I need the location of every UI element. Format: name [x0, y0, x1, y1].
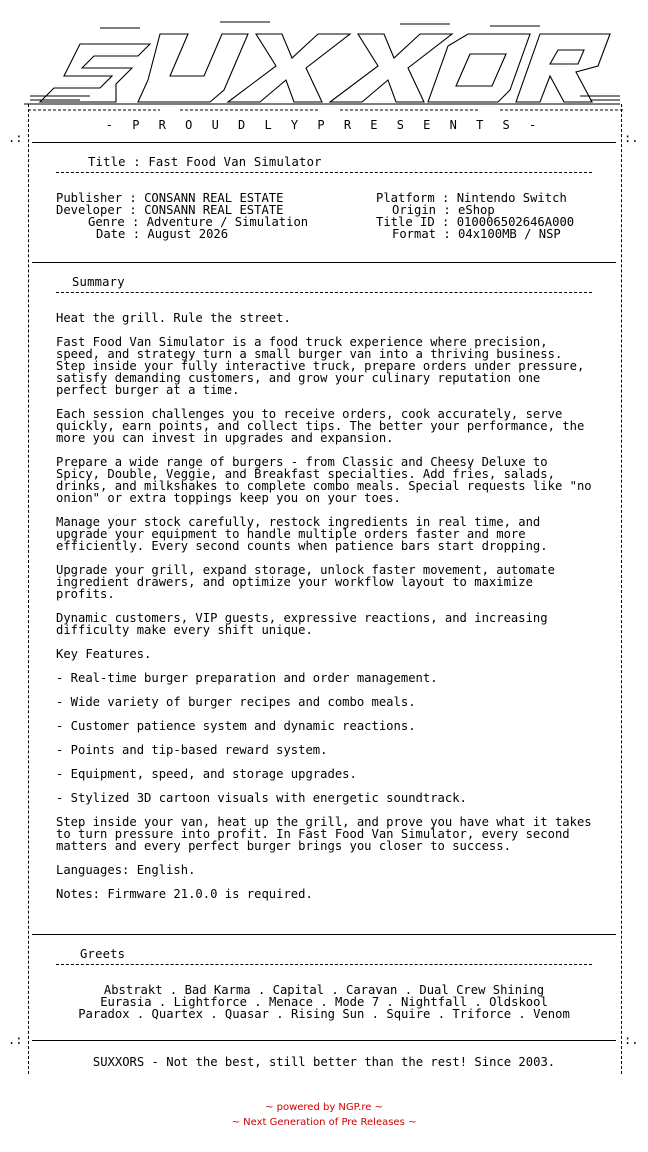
summary-body [56, 312, 596, 912]
notes: Notes: Firmware 21.0.0 is required. [56, 887, 313, 901]
credit-line: ~ Next Generation of Pre Releases ~ [231, 1117, 417, 1128]
languages: Languages: English. [56, 863, 196, 877]
greets-line: Abstrakt . Bad Karma . Capital . Caravan . Dual Crew Shining [103, 983, 545, 997]
greets-line: Eurasia . Lightforce . Menace . Mode 7 . Nightfall . Oldskool [100, 995, 548, 1009]
title-underline [56, 172, 592, 173]
greets-heading: Greets [80, 947, 126, 961]
summary-paragraph: Heat the grill. Rule the street. [56, 311, 291, 325]
info-origin: Origin : eShop [392, 203, 495, 217]
feature-item: - Customer patience system and dynamic reactions. [56, 719, 416, 733]
frame-corner-left: .: [8, 131, 23, 145]
summary-paragraph: Prepare a wide range of burgers - from Classic and Cheesy Deluxe to Spicy, Double, Veggie, and Breakfast specialties. Add fries, salads, drinks, and milkshakes to complete combo meals. Special requests like "no onion" or extra toppings keep you on your toes. [56, 455, 592, 505]
group-logo [20, 14, 628, 114]
proudly-presents: - P R O U D L Y P R E S E N T S - [105, 118, 543, 132]
summary-paragraph: Step inside your van, heat up the grill, and prove you have what it takes to turn pressure into profit. In Fast Food Van Simulator, every second matters and every perfect burger brings you closer to success. [56, 815, 592, 853]
info-genre: Genre : Adventure / Simulation [88, 215, 309, 229]
feature-item: - Points and tip-based reward system. [56, 743, 328, 757]
feature-item: - Real-time burger preparation and order management. [56, 671, 438, 685]
divider [32, 262, 616, 263]
summary-paragraph: Each session challenges you to receive orders, cook accurately, serve quickly, earn points, and collect tips. The better your performance, the more you can invest in upgrades and expansion. [56, 407, 585, 445]
summary-paragraph: Dynamic customers, VIP guests, expressive reactions, and increasing difficulty make every shift unique. [56, 611, 548, 637]
info-platform: Platform : Nintendo Switch [376, 191, 567, 205]
summary-paragraph: Fast Food Van Simulator is a food truck experience where precision, speed, and strategy turn a small burger van into a thriving business. Step inside your fully interactive truck, prepare orders under pressure, satisfy demanding customers, and grow your culinary reputation one perfect burger at a time. [56, 335, 585, 397]
greets-underline [56, 964, 592, 965]
greets-list [40, 984, 608, 1020]
feature-item: - Stylized 3D cartoon visuals with energetic soundtrack. [56, 791, 467, 805]
title-label: Title : Fast Food Van Simulator [88, 155, 322, 169]
info-titleid: Title ID : 010006502646A000 [376, 215, 575, 229]
summary-heading: Summary [72, 275, 125, 289]
game-title: Fast Food Van Simulator [148, 155, 322, 169]
greets-line: Paradox . Quartex . Quasar . Rising Sun . Squire . Triforce . Venom [78, 1007, 570, 1021]
info-publisher: Publisher : CONSANN REAL ESTATE [56, 191, 284, 205]
divider [32, 934, 616, 935]
summary-paragraph: Upgrade your grill, expand storage, unlock faster movement, automate ingredient drawers, and optimize your workflow layout to maximize profits. [56, 563, 555, 601]
summary-underline [56, 292, 592, 293]
group-footer: SUXXORS - Not the best, still better than the rest! Since 2003. [92, 1055, 556, 1069]
divider [32, 1040, 616, 1041]
frame-corner-right: :. [624, 131, 639, 145]
feature-item: - Wide variety of burger recipes and combo meals. [56, 695, 416, 709]
key-features-heading: Key Features. [56, 647, 152, 661]
frame-corner-right-bottom: :. [624, 1033, 639, 1047]
info-date: Date : August 2026 [96, 227, 229, 241]
credit-line[interactable]: ~ powered by NGP.re ~ [265, 1102, 383, 1113]
feature-item: - Equipment, speed, and storage upgrades. [56, 767, 357, 781]
info-format: Format : 04x100MB / NSP [392, 227, 561, 241]
credit [0, 1100, 648, 1130]
frame-corner-left-bottom: .: [8, 1033, 23, 1047]
divider [32, 142, 616, 143]
summary-paragraph: Manage your stock carefully, restock ingredients in real time, and upgrade your equipment to handle multiple orders faster and more efficiently. Every second counts when patience bars start dropping. [56, 515, 548, 553]
info-developer: Developer : CONSANN REAL ESTATE [56, 203, 284, 217]
